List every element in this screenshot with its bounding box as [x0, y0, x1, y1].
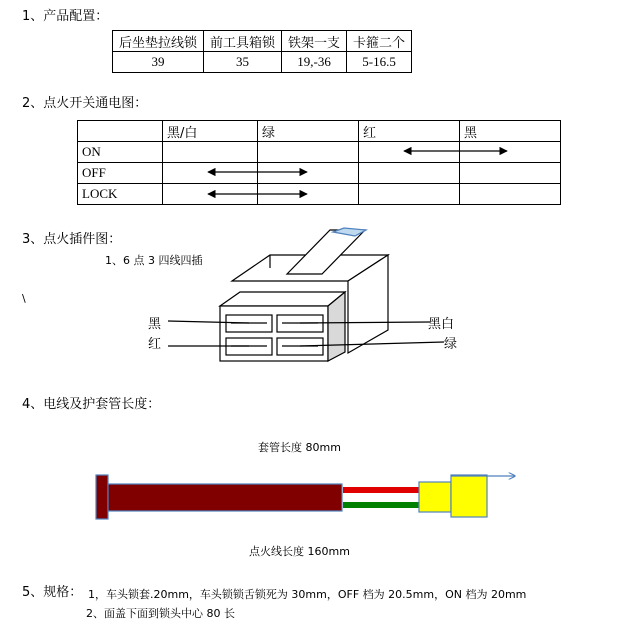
config-value-cell: 5-16.5 — [347, 52, 412, 73]
ign-column-header: 黑 — [460, 121, 561, 142]
config-value-cell: 39 — [113, 52, 204, 73]
sleeve — [108, 484, 342, 511]
spec-line-2: 2、面盖下面到锁头中心 80 长 — [86, 607, 235, 620]
stray-mark: \ — [22, 292, 26, 305]
wire-length-label: 点火线长度 160mm — [249, 545, 350, 558]
wire-drawing — [96, 475, 515, 519]
section3-heading: 3、点火插件图： — [22, 232, 122, 247]
config-value-cell: 35 — [204, 52, 282, 73]
config-value-cell: 19,-36 — [282, 52, 347, 73]
ign-column-header: 红 — [359, 121, 460, 142]
ign-column-header: 绿 — [258, 121, 359, 142]
label-green: 绿 — [444, 337, 458, 352]
section4-heading: 4、电线及护套管长度： — [22, 397, 161, 412]
connector-drawing — [168, 228, 444, 361]
spec-line-1: 1，车头锁套.20mm，车头锁锁舌锁死为 30mm，OFF 档为 20.5mm，ON 档为 20mm — [88, 588, 527, 601]
section2-heading: 2、点火开关通电图： — [22, 96, 148, 111]
section5-heading: 5、规格： — [22, 585, 83, 600]
ign-row-label: LOCK — [78, 184, 163, 205]
config-header-cell: 卡箍二个 — [347, 31, 412, 52]
end-cap — [96, 475, 108, 519]
config-header-cell: 前工具箱锁 — [204, 31, 282, 52]
label-black-white: 黑白 — [428, 317, 455, 332]
ign-row-label: OFF — [78, 163, 163, 184]
red-wire — [343, 487, 419, 493]
config-header-cell: 铁架一支 — [282, 31, 347, 52]
ign-row-label: ON — [78, 142, 163, 163]
connector-subtitle: 1、6 点 3 四线四插 — [105, 254, 203, 267]
label-red: 红 — [148, 337, 162, 352]
green-wire — [343, 502, 419, 508]
connector-large — [451, 475, 487, 517]
connector-small — [419, 482, 451, 512]
ign-column-header: 黑/白 — [163, 121, 258, 142]
label-black: 黑 — [148, 317, 162, 332]
config-header-cell: 后坐垫拉线锁 — [113, 31, 204, 52]
sleeve-length-label: 套管长度 80mm — [258, 441, 341, 454]
section1-heading: 1、产品配置： — [22, 9, 109, 24]
